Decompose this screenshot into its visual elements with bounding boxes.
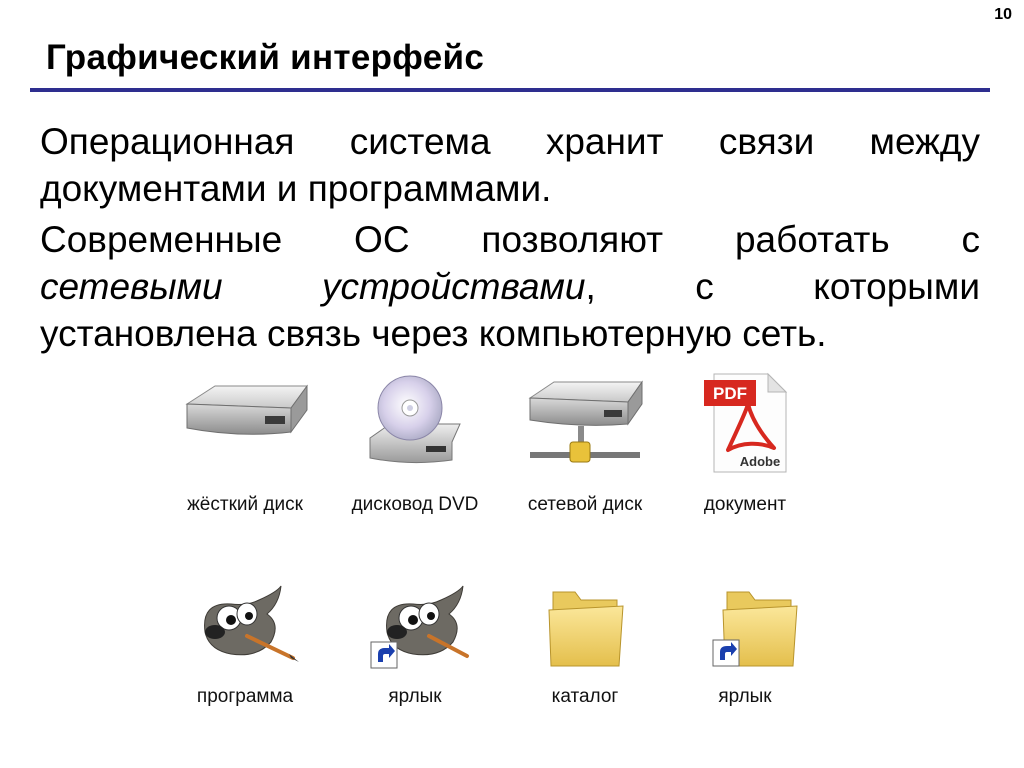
icon-cell-dvd-drive[interactable]	[330, 368, 500, 518]
body-text	[40, 118, 980, 357]
icon-cell-folder-shortcut[interactable]	[660, 584, 830, 710]
paragraph-2-line-1: Современные ОС позволяют работать с	[40, 219, 980, 260]
pdf-badge-text: PDF	[713, 384, 747, 403]
shortcut-arrow-icon	[713, 640, 739, 666]
network-devices-term: сетевыми устройствами	[40, 266, 586, 307]
icon-cell-program-shortcut[interactable]	[330, 584, 500, 710]
shortcut-arrow-icon	[371, 642, 397, 668]
slide-number: 10	[994, 6, 1012, 23]
paragraph-1	[40, 118, 980, 212]
caption-program: программа	[196, 686, 294, 707]
icon-cell-network-drive[interactable]	[500, 368, 670, 518]
caption-folder-shortcut: ярлык	[718, 686, 772, 707]
icon-cell-program[interactable]	[160, 584, 330, 710]
paragraph-2-line-2	[40, 263, 981, 310]
paragraph-2-line-3: установлена связь через компьютерную сеть.	[40, 313, 827, 354]
caption-folder: каталог	[551, 686, 619, 707]
pdf-document-icon	[690, 368, 800, 478]
caption-network-drive: сетевой диск	[527, 494, 643, 515]
gimp-shortcut-icon	[355, 584, 475, 670]
caption-dvd-drive: дисковод DVD	[351, 494, 479, 515]
caption-document: документ	[703, 494, 787, 515]
slide-title: Графический интерфейс	[46, 38, 485, 77]
adobe-brand-text: Adobe	[739, 454, 781, 469]
caption-program-shortcut: ярлык	[388, 686, 442, 707]
paragraph-2-line-2-rest: , с которыми	[585, 266, 981, 307]
icon-cell-folder[interactable]	[500, 584, 670, 710]
paragraph-1-line-2: документами и программами.	[40, 168, 552, 209]
paragraph-1-line-1: Операционная система хранит связи между	[40, 121, 980, 162]
icon-cell-pdf-document[interactable]	[660, 368, 830, 518]
folder-shortcut-icon	[685, 584, 805, 670]
gimp-program-icon	[185, 584, 305, 664]
icon-cell-hard-disk[interactable]	[160, 368, 330, 518]
hard-disk-icon	[175, 368, 315, 468]
network-drive-icon	[520, 368, 650, 474]
title-divider	[30, 88, 990, 92]
caption-hard-disk: жёсткий диск	[187, 494, 303, 515]
dvd-drive-icon	[360, 368, 470, 468]
paragraph-2	[40, 216, 980, 357]
folder-icon	[535, 584, 635, 670]
